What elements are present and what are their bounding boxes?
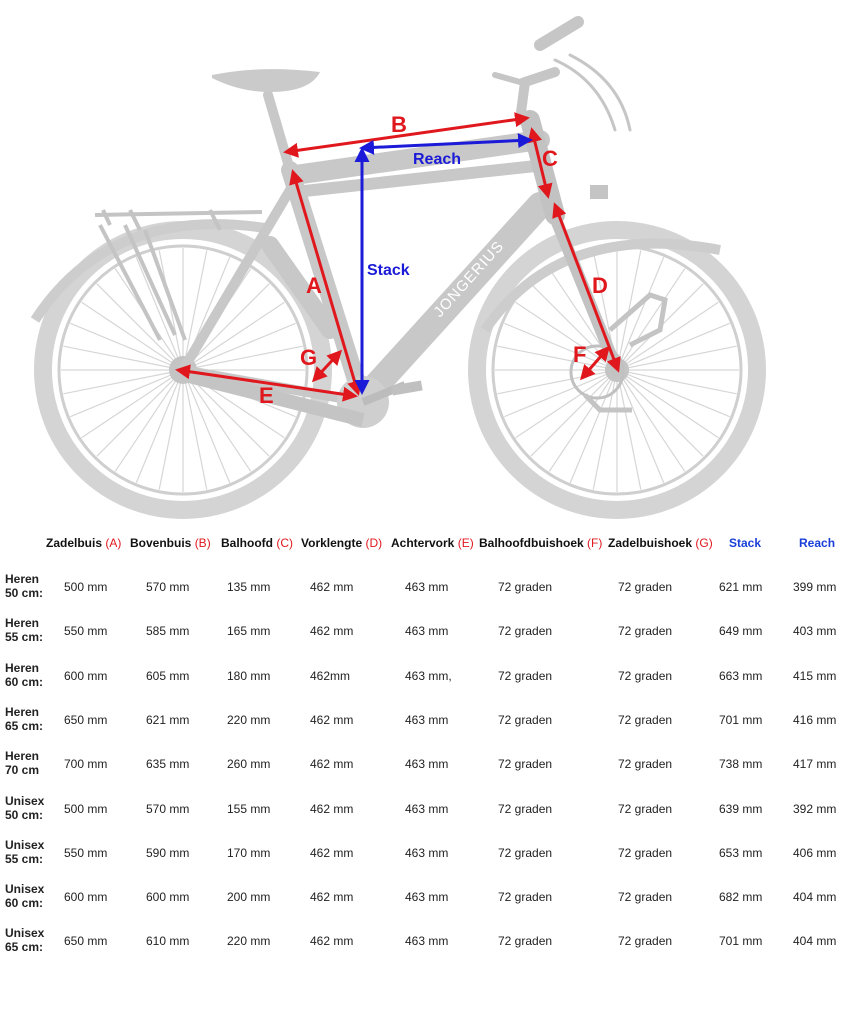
row-label-line2: 60 cm: <box>5 674 44 689</box>
table-cell: 463 mm <box>405 801 449 816</box>
table-row <box>0 882 853 926</box>
table-row <box>0 661 853 705</box>
table-cell: 463 mm <box>405 580 449 594</box>
row-label <box>5 838 55 866</box>
table-cell: 72 graden <box>618 757 673 772</box>
table-cell: 701 mm <box>719 712 763 727</box>
table-cell: 72 graden <box>498 934 553 949</box>
header-reach: Reach <box>799 536 836 550</box>
row-label-line2: 60 cm: <box>5 896 44 911</box>
header-achtervork: Achtervork (E) <box>391 536 474 550</box>
label-c: C <box>542 146 558 171</box>
table-row <box>0 572 853 616</box>
table-cell: 135 mm <box>227 580 271 594</box>
table-cell: 639 mm <box>719 801 763 816</box>
header-zadelbuis: Zadelbuis (A) <box>46 536 122 550</box>
saddle <box>212 69 320 92</box>
label-d: D <box>592 273 608 298</box>
label-b: B <box>391 112 407 137</box>
table-cell: 621 mm <box>719 580 763 594</box>
table-cell: 72 graden <box>618 712 673 727</box>
row-label-line2: 50 cm: <box>5 807 44 822</box>
table-cell: 463 mm <box>405 712 449 727</box>
table-cell: 404 mm <box>793 890 837 905</box>
table-cell: 585 mm <box>146 624 190 639</box>
table-cell: 72 graden <box>618 845 673 860</box>
table-cell: 600 mm <box>146 890 190 905</box>
table-cell: 72 graden <box>618 624 673 639</box>
table-cell: 463 mm <box>405 934 449 949</box>
table-cell: 404 mm <box>793 934 837 949</box>
table-cell: 600 mm <box>64 668 108 683</box>
table-cell: 72 graden <box>498 712 553 727</box>
table-cell: 500 mm <box>64 580 108 594</box>
table-row <box>0 794 853 838</box>
row-label-line2: 55 cm: <box>5 851 44 866</box>
table-cell: 462 mm <box>310 801 354 816</box>
table-cell: 738 mm <box>719 757 763 772</box>
table-cell: 600 mm <box>64 890 108 905</box>
table-row <box>0 926 853 970</box>
table-cell: 463 mm, <box>405 668 452 683</box>
table-cell: 165 mm <box>227 624 271 639</box>
table-cell: 72 graden <box>498 890 553 905</box>
table-cell: 682 mm <box>719 890 763 905</box>
table-cell: 260 mm <box>227 757 271 772</box>
handlebar <box>495 22 630 130</box>
table-cell: 415 mm <box>793 668 837 683</box>
row-label <box>5 882 55 910</box>
table-cell: 650 mm <box>64 712 108 727</box>
row-label-line1: Unisex <box>5 882 45 897</box>
table-cell: 462 mm <box>310 580 354 594</box>
table-cell: 635 mm <box>146 757 190 772</box>
table-cell: 72 graden <box>618 801 673 816</box>
brand-text: JONGERIUS <box>430 237 508 321</box>
table-row <box>0 705 853 749</box>
table-cell: 399 mm <box>793 580 837 594</box>
table-cell: 621 mm <box>146 712 190 727</box>
table-cell: 701 mm <box>719 934 763 949</box>
row-label-line1: Heren <box>5 704 40 719</box>
row-label-line2: 65 cm: <box>5 940 44 955</box>
table-cell: 605 mm <box>146 668 190 683</box>
table-cell: 220 mm <box>227 934 271 949</box>
table-cell: 72 graden <box>498 845 553 860</box>
table-cell: 72 graden <box>618 890 673 905</box>
table-cell: 462 mm <box>310 890 354 905</box>
table-row <box>0 616 853 660</box>
row-label <box>5 926 55 954</box>
label-reach: Reach <box>413 151 462 168</box>
label-a: A <box>306 273 322 298</box>
header-balhoofdbuishoek: Balhoofdbuishoek (F) <box>479 536 603 550</box>
spoke <box>97 370 183 456</box>
table-cell: 570 mm <box>146 801 190 816</box>
table-cell: 403 mm <box>793 624 837 639</box>
row-label <box>5 749 55 777</box>
table-cell: 700 mm <box>64 757 108 772</box>
row-label-line1: Unisex <box>5 837 45 852</box>
table-cell: 72 graden <box>498 757 553 772</box>
table-cell: 220 mm <box>227 712 271 727</box>
table-cell: 463 mm <box>405 757 449 772</box>
table-cell: 72 graden <box>498 668 553 683</box>
row-label-line1: Heren <box>5 749 40 764</box>
table-cell: 463 mm <box>405 845 449 860</box>
table-cell: 650 mm <box>64 934 108 949</box>
row-label <box>5 705 55 733</box>
row-label-line1: Heren <box>5 616 40 631</box>
header-balhoofd: Balhoofd (C) <box>221 536 294 550</box>
table-cell: 462 mm <box>310 934 354 949</box>
table-row <box>0 838 853 882</box>
spoke <box>617 370 703 456</box>
table-cell: 72 graden <box>618 934 673 949</box>
label-g: G <box>300 345 318 370</box>
header-vorklengte: Vorklengte (D) <box>301 536 383 550</box>
header-bovenbuis: Bovenbuis (B) <box>130 536 211 550</box>
table-cell: 653 mm <box>719 845 763 860</box>
table-cell: 649 mm <box>719 624 763 639</box>
row-label <box>5 572 55 600</box>
label-e: E <box>259 383 274 408</box>
table-cell: 72 graden <box>498 801 553 816</box>
table-cell: 72 graden <box>498 580 553 594</box>
row-label <box>5 794 55 822</box>
table-cell: 392 mm <box>793 801 837 816</box>
row-label <box>5 661 55 689</box>
table-cell: 570 mm <box>146 580 190 594</box>
row-label-line2: 50 cm: <box>5 586 44 600</box>
row-label-line1: Heren <box>5 660 40 675</box>
table-cell: 416 mm <box>793 712 837 727</box>
table-cell: 417 mm <box>793 757 837 772</box>
table-cell: 72 graden <box>618 580 673 594</box>
table-cell: 200 mm <box>227 890 271 905</box>
table-cell: 155 mm <box>227 801 271 816</box>
table-cell: 590 mm <box>146 845 190 860</box>
table-cell: 463 mm <box>405 624 449 639</box>
table-cell: 462 mm <box>310 757 354 772</box>
table-cell: 500 mm <box>64 801 108 816</box>
table-cell: 663 mm <box>719 668 763 683</box>
table-cell: 550 mm <box>64 624 108 639</box>
headlight <box>590 185 608 199</box>
row-label-line2: 55 cm: <box>5 630 44 645</box>
table-cell: 72 graden <box>618 668 673 683</box>
row-label-line1: Unisex <box>5 793 45 808</box>
row-label-line1: Unisex <box>5 926 45 941</box>
table-cell: 462 mm <box>310 712 354 727</box>
row-label-line2: 65 cm: <box>5 718 44 733</box>
header-zadelbuishoek: Zadelbuishoek (G) <box>608 536 713 550</box>
table-cell: 462 mm <box>310 845 354 860</box>
table-cell: 463 mm <box>405 890 449 905</box>
row-label-line1: Heren <box>5 572 40 586</box>
table-cell: 550 mm <box>64 845 108 860</box>
label-f: F <box>573 342 587 367</box>
row-label <box>5 616 55 644</box>
table-cell: 462 mm <box>310 624 354 639</box>
table-cell: 406 mm <box>793 845 837 860</box>
table-cell: 170 mm <box>227 845 271 860</box>
table-cell: 72 graden <box>498 624 553 639</box>
label-stack: Stack <box>367 262 410 279</box>
table-cell: 462mm <box>310 668 351 683</box>
table-cell: 610 mm <box>146 934 190 949</box>
header-stack: Stack <box>729 536 762 550</box>
table-cell: 180 mm <box>227 668 271 683</box>
table-row <box>0 749 853 793</box>
row-label-line2: 70 cm <box>5 763 40 778</box>
